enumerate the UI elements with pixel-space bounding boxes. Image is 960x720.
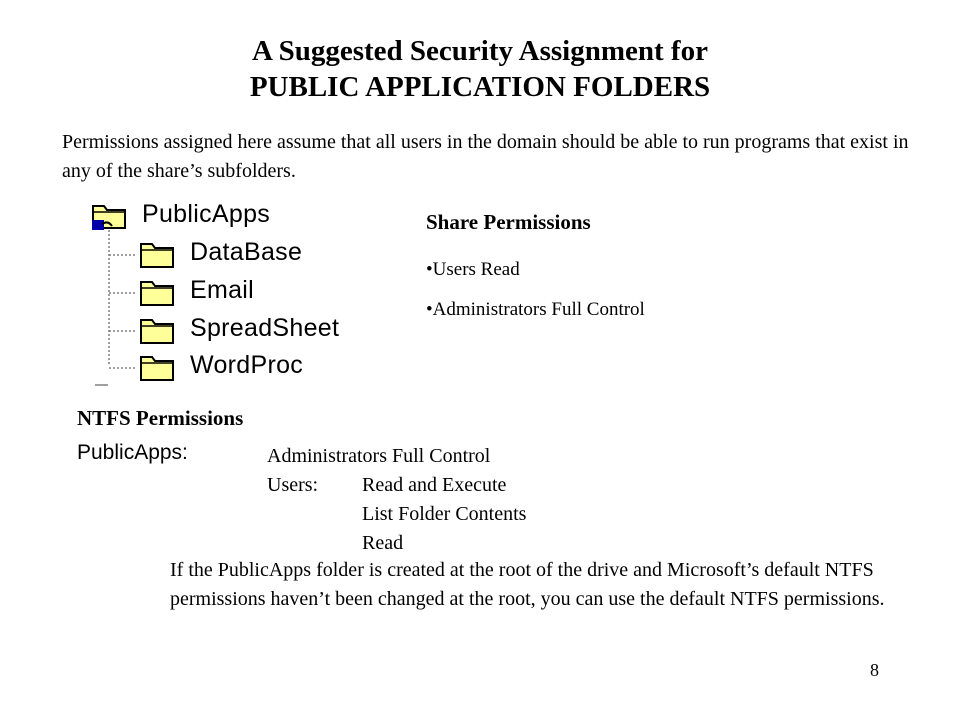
intro-paragraph: Permissions assigned here assume that all users in the domain should be able to run programs that exist in any of the share’s subfolders. xyxy=(62,131,909,182)
share-permissions-heading: Share Permissions xyxy=(426,210,591,234)
tree-node-email[interactable]: Email xyxy=(190,276,255,304)
ntfs-users-permission: List Folder Contents xyxy=(362,503,527,525)
ntfs-users-label: Users: xyxy=(267,474,319,496)
page-number: 8 xyxy=(870,660,879,680)
slide-title-line-2: PUBLIC APPLICATION FOLDERS xyxy=(249,71,711,103)
tree-node-wordproc[interactable]: WordProc xyxy=(190,351,304,379)
ntfs-users-permission: Read xyxy=(362,532,404,554)
ntfs-users-permission: Read and Execute xyxy=(362,474,507,496)
shared-folder-icon xyxy=(90,200,130,232)
ntfs-admin-permission: Administrators Full Control xyxy=(267,445,491,467)
folder-tree xyxy=(80,190,390,390)
folder-icon xyxy=(138,316,178,346)
ntfs-note-paragraph: If the PublicApps folder is created at the root of the drive and Microsoft’s default NTFS permissions haven’t been changed at the root, you can use the default NTFS permissions. xyxy=(170,559,885,610)
share-permission-item: •Administrators Full Control xyxy=(426,299,645,320)
folder-icon xyxy=(138,240,178,270)
slide-title-line-1: A Suggested Security Assignment for xyxy=(252,35,708,67)
tree-node-database[interactable]: DataBase xyxy=(190,238,303,266)
ntfs-permissions-heading: NTFS Permissions xyxy=(77,406,244,430)
tree-node-spreadsheet[interactable]: SpreadSheet xyxy=(190,314,340,342)
folder-icon xyxy=(138,278,178,308)
ntfs-folder-label: PublicApps: xyxy=(77,441,188,464)
tree-node-root[interactable]: PublicApps xyxy=(142,200,271,228)
folder-icon xyxy=(138,353,178,383)
share-permission-item: •Users Read xyxy=(426,259,520,280)
